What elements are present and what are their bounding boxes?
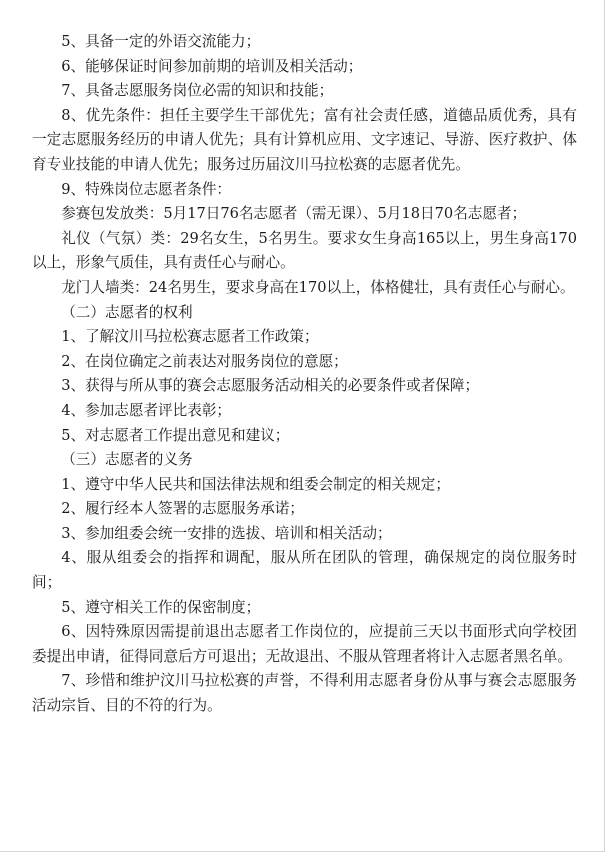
paragraph: 7、具备志愿服务岗位必需的知识和技能； <box>61 82 334 100</box>
paragraph: 参赛包发放类：5月17日76名志愿者（需无课）、5月18日70名志愿者； <box>61 205 527 223</box>
section-heading: （二）志愿者的权利 <box>61 303 193 321</box>
paragraph: 龙门人墙类：24名男生，要求身高在170以上，体格健壮，具有责任心与耐心。 <box>61 278 575 296</box>
paragraph: 8、优先条件：担任主要学生干部优先；富有社会责任感，道德品质优秀，具有一定志愿服务经历的申请人优先；具有计算机应用、文字速记、导游、医疗救护、体育专业技能的申请人优先；服务过历届汶川马拉松赛的志愿者优先。 <box>32 106 577 173</box>
paragraph: 4、参加志愿者评比表彰； <box>61 401 232 419</box>
paragraph: 3、获得与所从事的赛会志愿服务活动相关的必要条件或者保障； <box>61 377 480 395</box>
section-heading: （三）志愿者的义务 <box>61 451 193 469</box>
paragraph: 7、珍惜和维护汶川马拉松赛的声誉，不得利用志愿者身份从事与赛会志愿服务活动宗旨、目的不符的行为。 <box>32 672 577 715</box>
paragraph: 5、具备一定的外语交流能力； <box>61 33 261 50</box>
paragraph: 5、遵守相关工作的保密制度； <box>61 598 261 616</box>
paragraph: 1、遵守中华人民共和国法律法规和组委会制定的相关规定； <box>61 475 450 493</box>
document-body <box>32 30 577 719</box>
paragraph: 礼仪（气氛）类：29名女生，5名男生。要求女生身高165以上，男生身高170以上，形象气质佳，具有责任心与耐心。 <box>32 229 577 272</box>
paragraph: 9、特殊岗位志愿者条件： <box>61 180 232 198</box>
paragraph: 2、履行经本人签署的志愿服务承诺； <box>61 500 304 518</box>
paragraph: 5、对志愿者工作提出意见和建议； <box>61 426 290 444</box>
paragraph: 6、能够保证时间参加前期的培训及相关活动； <box>61 57 363 75</box>
paragraph: 3、参加组委会统一安排的选拔、培训和相关活动； <box>61 524 392 542</box>
paragraph: 1、了解汶川马拉松赛志愿者工作政策； <box>61 328 319 346</box>
paragraph: 2、在岗位确定之前表达对服务岗位的意愿； <box>61 352 348 370</box>
paragraph: 4、服从组委会的指挥和调配，服从所在团队的管理，确保规定的岗位服务时间； <box>32 549 577 592</box>
paragraph: 6、因特殊原因需提前退出志愿者工作岗位的，应提前三天以书面形式向学校团委提出申请，征得同意后方可退出；无故退出、不服从管理者将计入志愿者黑名单。 <box>32 623 577 665</box>
